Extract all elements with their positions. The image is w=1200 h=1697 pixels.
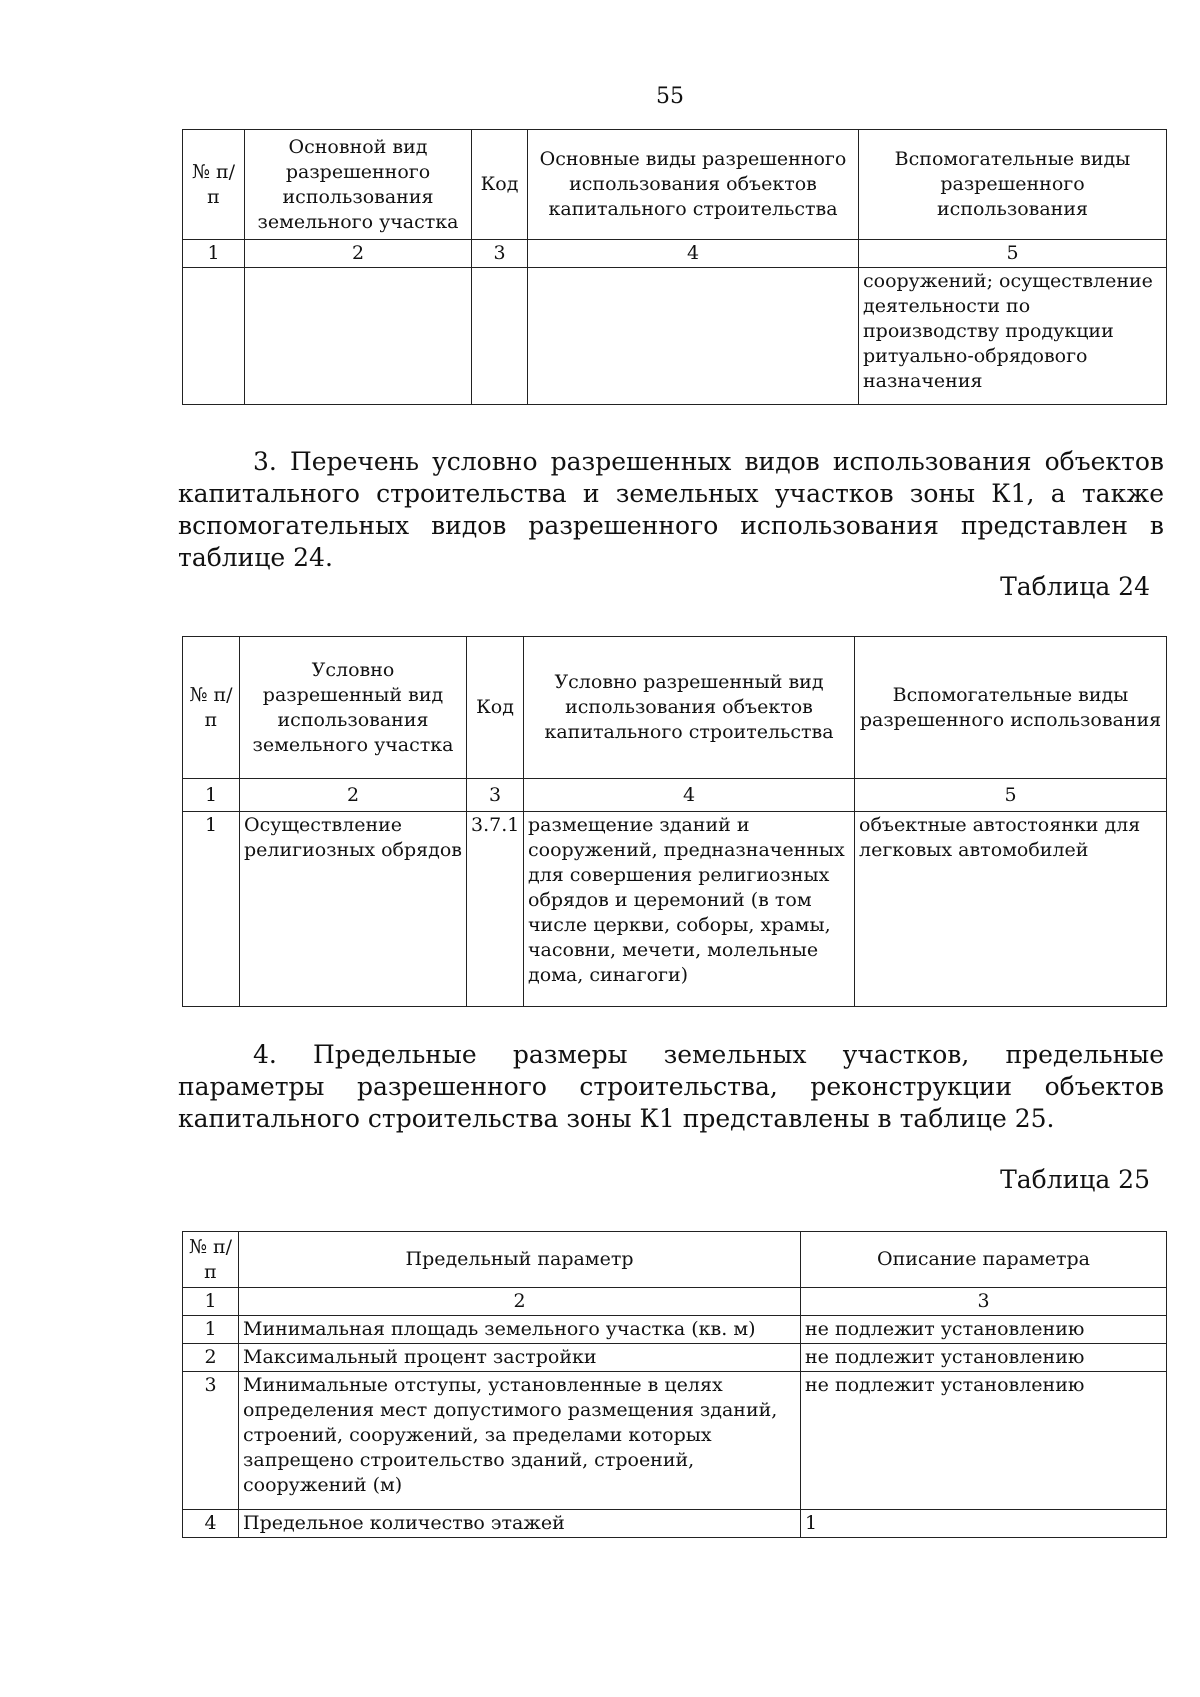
table-cell: 2 [183,1344,239,1372]
table-cell [528,268,859,405]
table-24 [182,636,1167,1007]
table-cell: Минимальные отступы, установленные в целях определения мест допустимого размещения зданий, строений, сооружений, за пределами которых запрещено строительство зданий, строений, сооружений (м) [239,1372,801,1510]
column-number: 5 [859,240,1167,268]
table-cell: 4 [183,1510,239,1538]
table-cell: не подлежит установлению [801,1372,1167,1510]
table-cell: сооружений; осуществление деятельности по производству продукции ритуально-обрядового назначения [859,268,1167,405]
table-cell: Осуществление религиозных обрядов [240,812,467,1007]
continuation-table [182,129,1167,405]
table-cell: размещение зданий и сооружений, предназначенных для совершения религиозных обрядов и церемоний (в том числе церкви, соборы, храмы, часовни, мечети, молельные дома, синагоги) [524,812,855,1007]
column-number: 3 [467,779,524,812]
table-cell: 1 [183,812,240,1007]
header-cell: № п/п [183,637,240,779]
header-cell: Вспомогательные виды разрешенного использования [855,637,1167,779]
table-cell: 1 [183,1316,239,1344]
column-number: 3 [801,1288,1167,1316]
paragraph-4 [178,1039,1164,1135]
header-cell: Условно разрешенный вид использования объектов капитального строительства [524,637,855,779]
table-25 [182,1231,1167,1538]
table-cell: 3 [183,1372,239,1510]
column-number: 3 [472,240,528,268]
header-cell: Вспомогательные виды разрешенного использования [859,130,1167,240]
column-number: 1 [183,1288,239,1316]
column-number: 1 [183,240,245,268]
table-cell: Максимальный процент застройки [239,1344,801,1372]
table-cell [472,268,528,405]
table-cell [183,268,245,405]
table-cell: Минимальная площадь земельного участка (кв. м) [239,1316,801,1344]
header-cell: Условно разрешенный вид использования земельного участка [240,637,467,779]
column-number: 4 [524,779,855,812]
header-cell: Код [467,637,524,779]
header-cell: № п/п [183,130,245,240]
table-cell: Предельное количество этажей [239,1510,801,1538]
column-number: 4 [528,240,859,268]
table-cell: не подлежит установлению [801,1316,1167,1344]
table-cell: 3.7.1 [467,812,524,1007]
paragraph-3 [178,446,1164,574]
table-25-caption: Таблица 25 [1000,1165,1150,1194]
header-cell: Основной вид разрешенного использования земельного участка [245,130,472,240]
column-number: 1 [183,779,240,812]
header-cell: Предельный параметр [239,1232,801,1288]
page-number: 55 [656,84,684,109]
column-number: 2 [240,779,467,812]
table-cell [245,268,472,405]
table-24-caption: Таблица 24 [1000,572,1150,601]
table-cell: не подлежит установлению [801,1344,1167,1372]
column-number: 5 [855,779,1167,812]
paragraph-3-text: 3. Перечень условно разрешенных видов использования объектов капитального строительства и земельных участков зоны К1, а также вспомогательных видов разрешенного использования представлен в таблице 24. [178,447,1164,572]
paragraph-4-text: 4. Предельные размеры земельных участков, предельные параметры разрешенного строительства, реконструкции объектов капитального строительства зоны К1 представлены в таблице 25. [178,1040,1164,1133]
table-cell: объектные автостоянки для легковых автомобилей [855,812,1167,1007]
header-cell: Основные виды разрешенного использования объектов капитального строительства [528,130,859,240]
header-cell: Описание параметра [801,1232,1167,1288]
header-cell: Код [472,130,528,240]
table-cell: 1 [801,1510,1167,1538]
column-number: 2 [239,1288,801,1316]
header-cell: № п/п [183,1232,239,1288]
column-number: 2 [245,240,472,268]
